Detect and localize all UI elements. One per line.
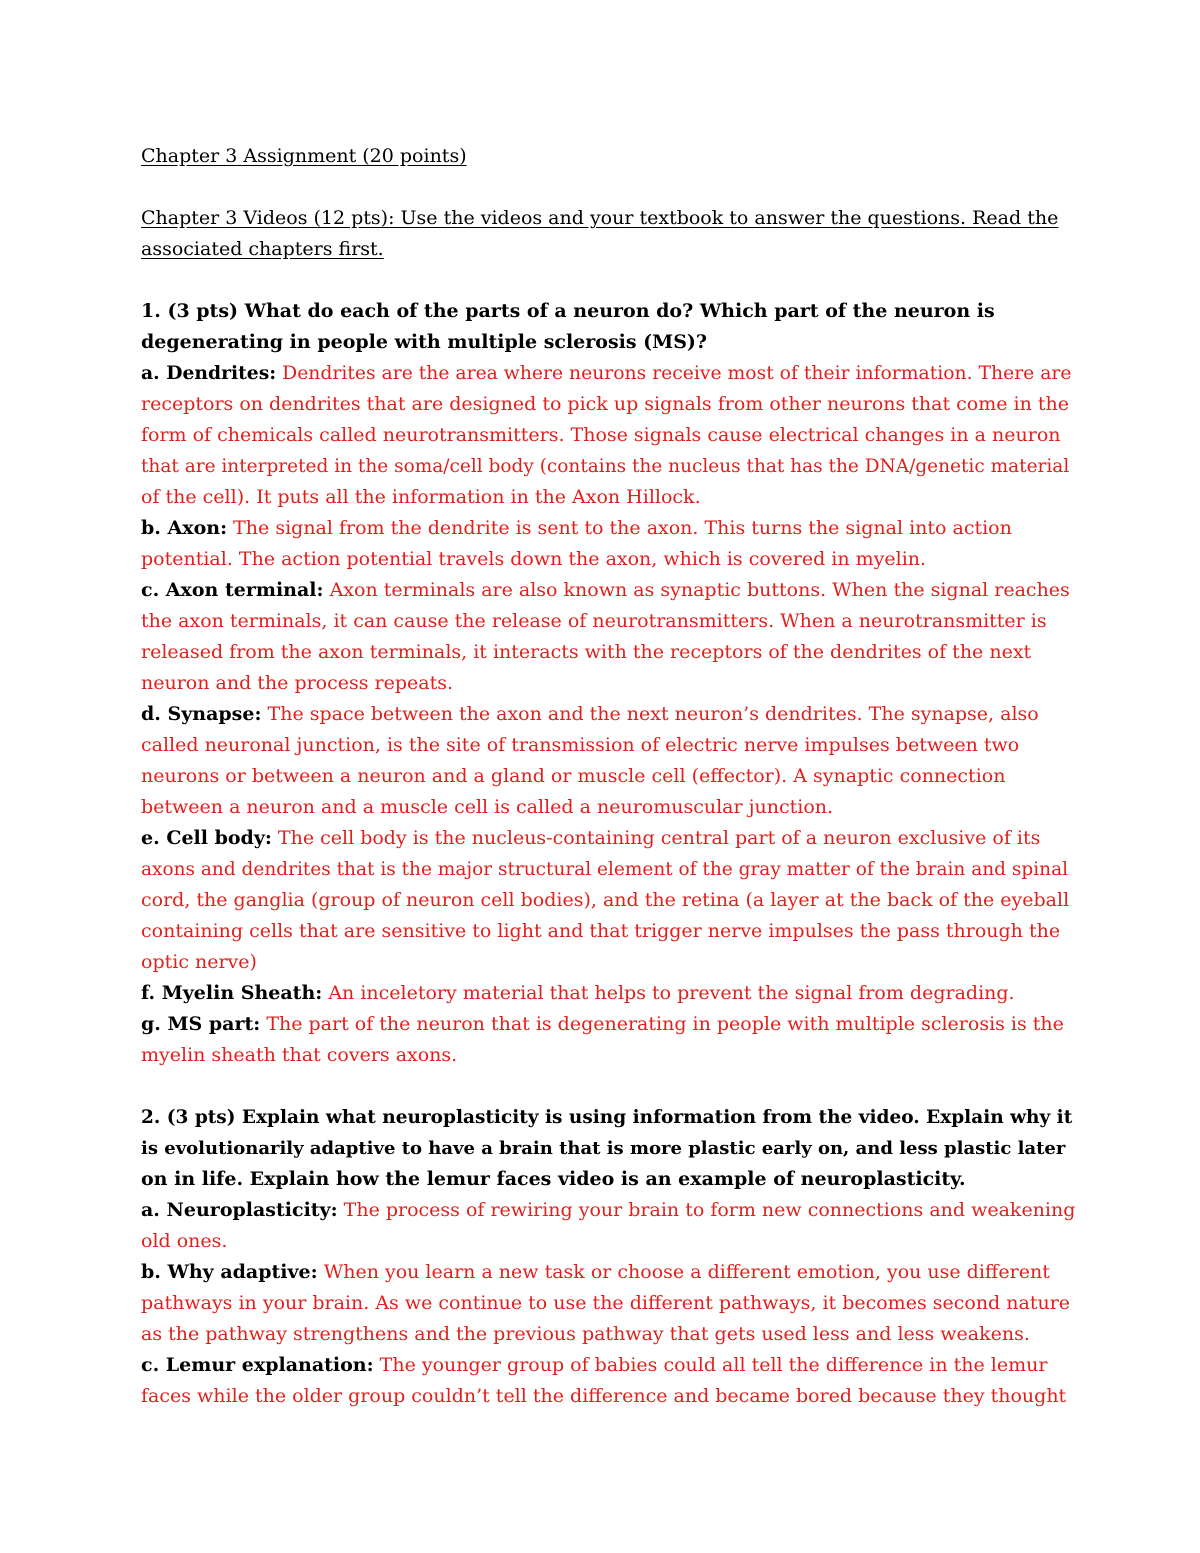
answer-text-line: receptors on dendrites that are designed to pick up signals from other neurons that come in the	[141, 393, 1070, 415]
answer-text-line: released from the axon terminals, it interacts with the receptors of the dendrites of the next	[141, 641, 1032, 663]
answer-label: c. Axon terminal:	[141, 579, 324, 601]
q2-question-line: is evolutionarily adaptive to have a brain that is more plastic early on, and less plastic later	[141, 1138, 1066, 1159]
answer-label: b. Axon:	[141, 517, 228, 539]
document-page	[141, 141, 1076, 1412]
answer-text: The space between the axon and the next neuron’s dendrites. The synapse, also	[261, 703, 1039, 725]
answer-text-line: optic nerve)	[141, 951, 257, 973]
answer-text-line: called neuronal junction, is the site of transmission of electric nerve impulses between two	[141, 734, 1020, 756]
answer-text: The process of rewiring your brain to form new connections and weakening	[337, 1199, 1076, 1221]
q2-answer-lemur-explanation	[141, 1350, 1061, 1381]
q2-question-line: on in life. Explain how the lemur faces video is an example of neuroplasticity.	[141, 1168, 966, 1190]
answer-text: Axon terminals are also known as synaptic buttons. When the signal reaches	[323, 579, 1070, 601]
q2-answer-why-adaptive	[141, 1257, 1061, 1288]
answer-text-line: the axon terminals, it can cause the release of neurotransmitters. When a neurotransmitter is	[141, 610, 1047, 632]
answer-label: d. Synapse:	[141, 703, 262, 725]
q1-answer-myelin-sheath	[141, 978, 1061, 1009]
answer-label: a. Dendrites:	[141, 362, 277, 384]
answer-text-line: myelin sheath that covers axons.	[141, 1044, 458, 1066]
answer-text: Dendrites are the area where neurons receive most of their information. There are	[276, 363, 1072, 384]
answer-label: a. Neuroplasticity:	[141, 1199, 338, 1221]
answer-text: The part of the neuron that is degenerating in people with multiple sclerosis is the	[260, 1013, 1064, 1035]
q1-question-line: 1. (3 pts) What do each of the parts of a neuron do? Which part of the neuron is	[141, 300, 995, 322]
spacer	[141, 172, 1061, 203]
answer-text: When you learn a new task or choose a different emotion, you use different	[317, 1261, 1050, 1283]
answer-text: The signal from the dendrite is sent to the axon. This turns the signal into action	[227, 517, 1012, 539]
q1-answer-synapse	[141, 699, 1061, 730]
q2-answer-neuroplasticity	[141, 1195, 1076, 1226]
answer-text-line: axons and dendrites that is the major structural element of the gray matter of the brain and spinal	[141, 859, 1069, 880]
answer-text-line: neurons or between a neuron and a gland or muscle cell (effector). A synaptic connection	[141, 765, 1006, 787]
answer-label: f. Myelin Sheath:	[141, 982, 323, 1004]
answer-text-line: neuron and the process repeats.	[141, 672, 454, 694]
q1-answer-axon-terminal	[141, 575, 1070, 606]
answer-text-line: between a neuron and a muscle cell is called a neuromuscular junction.	[141, 796, 834, 818]
answer-text-line: as the pathway strengthens and the previous pathway that gets used less and less weakens.	[141, 1323, 1030, 1345]
q1-answer-dendrites	[141, 358, 1072, 389]
answer-label: e. Cell body:	[141, 827, 272, 849]
q1-answer-axon	[141, 513, 1061, 544]
answer-label: c. Lemur explanation:	[141, 1354, 374, 1376]
answer-text-line: that are interpreted in the soma/cell body (contains the nucleus that has the DNA/genetic material	[141, 456, 1070, 477]
answer-text-line: old ones.	[141, 1230, 228, 1252]
answer-text-line: form of chemicals called neurotransmitters. Those signals cause electrical changes in a neuron	[141, 424, 1061, 446]
q2-question-line: 2. (3 pts) Explain what neuroplasticity is using information from the video. Explain why it	[141, 1107, 1073, 1128]
answer-text: The cell body is the nucleus-containing central part of a neuron exclusive of its	[271, 827, 1041, 849]
q1-answer-cell-body	[141, 823, 1061, 854]
spacer	[141, 265, 1061, 296]
videos-heading-line: associated chapters first.	[141, 238, 384, 260]
answer-text-line: faces while the older group couldn’t tell the difference and became bored because they thought	[141, 1385, 1067, 1407]
answer-text-line: potential. The action potential travels down the axon, which is covered in myelin.	[141, 548, 927, 570]
answer-text: An inceletory material that helps to prevent the signal from degrading.	[322, 982, 1015, 1004]
assignment-title: Chapter 3 Assignment (20 points)	[141, 145, 467, 167]
answer-text: The younger group of babies could all tell the difference in the lemur	[373, 1354, 1048, 1376]
answer-label: b. Why adaptive:	[141, 1261, 318, 1283]
answer-text-line: containing cells that are sensitive to light and that trigger nerve impulses the pass through the	[141, 920, 1061, 942]
spacer	[141, 1071, 1061, 1102]
videos-heading-line: Chapter 3 Videos (12 pts): Use the videos and your textbook to answer the questions. Read the	[141, 207, 1059, 229]
answer-text-line: cord, the ganglia (group of neuron cell bodies), and the retina (a layer at the back of the eyeball	[141, 889, 1070, 911]
answer-text-line: of the cell). It puts all the information in the Axon Hillock.	[141, 486, 701, 508]
q1-question-line: degenerating in people with multiple sclerosis (MS)?	[141, 331, 708, 353]
answer-label: g. MS part:	[141, 1013, 261, 1035]
answer-text-line: pathways in your brain. As we continue to use the different pathways, it becomes second nature	[141, 1292, 1071, 1314]
q1-answer-ms-part	[141, 1009, 1064, 1040]
